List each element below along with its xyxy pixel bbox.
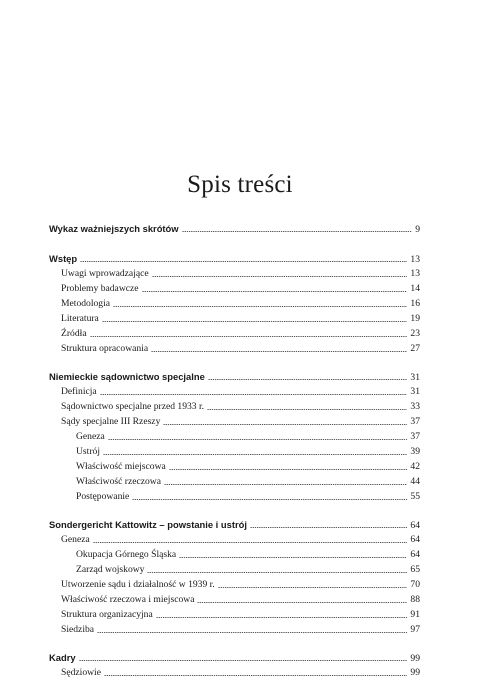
dot-leader [142, 291, 408, 292]
toc-chapter-heading [49, 251, 420, 266]
toc-page-number: 23 [410, 328, 420, 339]
toc-page-number: 9 [415, 224, 420, 235]
toc-section [49, 221, 420, 236]
toc-entry-label: Problemy badawcze [61, 283, 139, 294]
toc-entry-label: Uwagi wprowadzające [61, 268, 149, 279]
dot-leader [151, 351, 407, 352]
toc-page-number: 97 [410, 624, 420, 635]
toc-page-number: 31 [410, 372, 420, 383]
toc-page-number: 99 [410, 653, 420, 664]
toc-page-number: 27 [410, 343, 420, 354]
toc-page-number: 91 [410, 609, 420, 620]
toc-page-number: 70 [410, 579, 420, 590]
toc-section [49, 251, 420, 356]
toc-entry [49, 489, 420, 504]
toc-entry-label: Siedziba [61, 624, 95, 635]
toc-entry [49, 384, 420, 399]
toc-entry [49, 607, 420, 622]
toc-entry-label: Wykaz ważniejszych skrótów [49, 223, 179, 234]
dot-leader [197, 602, 407, 603]
toc-chapter-heading [49, 650, 420, 665]
toc-entry-label: Geneza [61, 534, 90, 545]
toc-chapter-heading [49, 517, 420, 532]
dot-leader [113, 306, 407, 307]
toc-entry-label: Utworzenie sądu i działalność w 1939 r. [61, 579, 215, 590]
toc-entry-label: Właściwość rzeczowa [76, 476, 161, 487]
dot-leader [182, 231, 413, 232]
toc-entry [49, 459, 420, 474]
dot-leader [103, 454, 407, 455]
dot-leader [132, 499, 407, 500]
toc-page-number: 39 [410, 446, 420, 457]
dot-leader [179, 557, 407, 558]
toc-page-number: 37 [410, 431, 420, 442]
toc-entry [49, 399, 420, 414]
toc-entry [49, 326, 420, 341]
dot-leader [79, 660, 408, 661]
toc-entry-label: Postępowanie [76, 491, 130, 502]
toc-page-number: 44 [410, 476, 420, 487]
toc-section [49, 369, 420, 504]
toc-page-number: 13 [410, 254, 420, 265]
toc-entry-label: Źródła [61, 328, 87, 339]
toc-entry [49, 444, 420, 459]
toc-entry-label: Metodologia [61, 298, 111, 309]
toc-page-number: 33 [410, 401, 420, 412]
dot-leader [164, 484, 407, 485]
toc-page-number: 65 [410, 564, 420, 575]
toc-page-number: 37 [410, 416, 420, 427]
toc-entry-label: Sądy specjalne III Rzeszy [61, 416, 161, 427]
toc-entry [49, 414, 420, 429]
page-title: Spis treści [187, 171, 293, 198]
toc-entry-label: Ustrój [76, 446, 100, 457]
toc-chapter-heading [49, 369, 420, 384]
toc-page-number: 31 [410, 386, 420, 397]
toc-page-number: 19 [410, 313, 420, 324]
toc-entry-label: Zarząd wojskowy [76, 564, 145, 575]
dot-leader [102, 321, 408, 322]
toc-entry-label: Wstęp [49, 253, 78, 264]
toc-entry [49, 296, 420, 311]
toc-entry [49, 341, 420, 356]
toc-entry-label: Definicja [61, 386, 97, 397]
toc-page-number: 64 [410, 534, 420, 545]
toc-entry [49, 547, 420, 562]
dot-leader [156, 617, 408, 618]
toc-page-number: 99 [410, 667, 420, 678]
table-of-contents [49, 221, 420, 693]
toc-entry-label: Geneza [76, 431, 105, 442]
dot-leader [152, 276, 408, 277]
dot-leader [207, 409, 407, 410]
toc-page-number: 55 [410, 491, 420, 502]
dot-leader [169, 469, 408, 470]
toc-entry [49, 266, 420, 281]
toc-entry-label: Sondergericht Kattowitz – powstanie i ustrój [49, 519, 247, 530]
toc-entry-label: Literatura [61, 313, 99, 324]
toc-entry-label: Właściwość miejscowa [76, 461, 166, 472]
toc-entry [49, 665, 420, 680]
dot-leader [100, 394, 408, 395]
toc-page-number: 16 [410, 298, 420, 309]
toc-entry-label: Niemieckie sądownictwo specjalne [49, 371, 205, 382]
dot-leader [147, 572, 407, 573]
dot-leader [80, 261, 407, 262]
dot-leader [218, 587, 408, 588]
toc-section [49, 650, 420, 680]
toc-entry-label: Sądownictwo specjalne przed 1933 r. [61, 401, 205, 412]
toc-entry [49, 474, 420, 489]
dot-leader [208, 379, 408, 380]
toc-entry-label: Okupacja Górnego Śląska [76, 549, 177, 560]
toc-entry-label: Sędziowie [61, 667, 101, 678]
toc-entry [49, 592, 420, 607]
toc-page-number: 14 [410, 283, 420, 294]
dot-leader [104, 675, 407, 676]
dot-leader [93, 542, 408, 543]
toc-entry [49, 311, 420, 326]
toc-entry-label: Właściwość rzeczowa i miejscowa [61, 594, 195, 605]
toc-entry [49, 577, 420, 592]
toc-entry [49, 622, 420, 637]
toc-entry-label: Struktura organizacyjna [61, 609, 153, 620]
dot-leader [90, 336, 408, 337]
dot-leader [163, 424, 407, 425]
toc-entry [49, 532, 420, 547]
toc-page-number: 13 [410, 268, 420, 279]
toc-page-number: 42 [410, 461, 420, 472]
dot-leader [250, 527, 407, 528]
toc-page-number: 64 [410, 520, 420, 531]
toc-entry [49, 281, 420, 296]
toc-entry [49, 562, 420, 577]
toc-entry-label: Kadry [49, 652, 76, 663]
dot-leader [108, 439, 408, 440]
toc-chapter-heading [49, 221, 420, 236]
dot-leader [97, 632, 407, 633]
toc-entry-label: Struktura opracowania [61, 343, 149, 354]
toc-entry [49, 429, 420, 444]
toc-section [49, 517, 420, 637]
toc-page-number: 88 [410, 594, 420, 605]
toc-page-number: 64 [410, 549, 420, 560]
